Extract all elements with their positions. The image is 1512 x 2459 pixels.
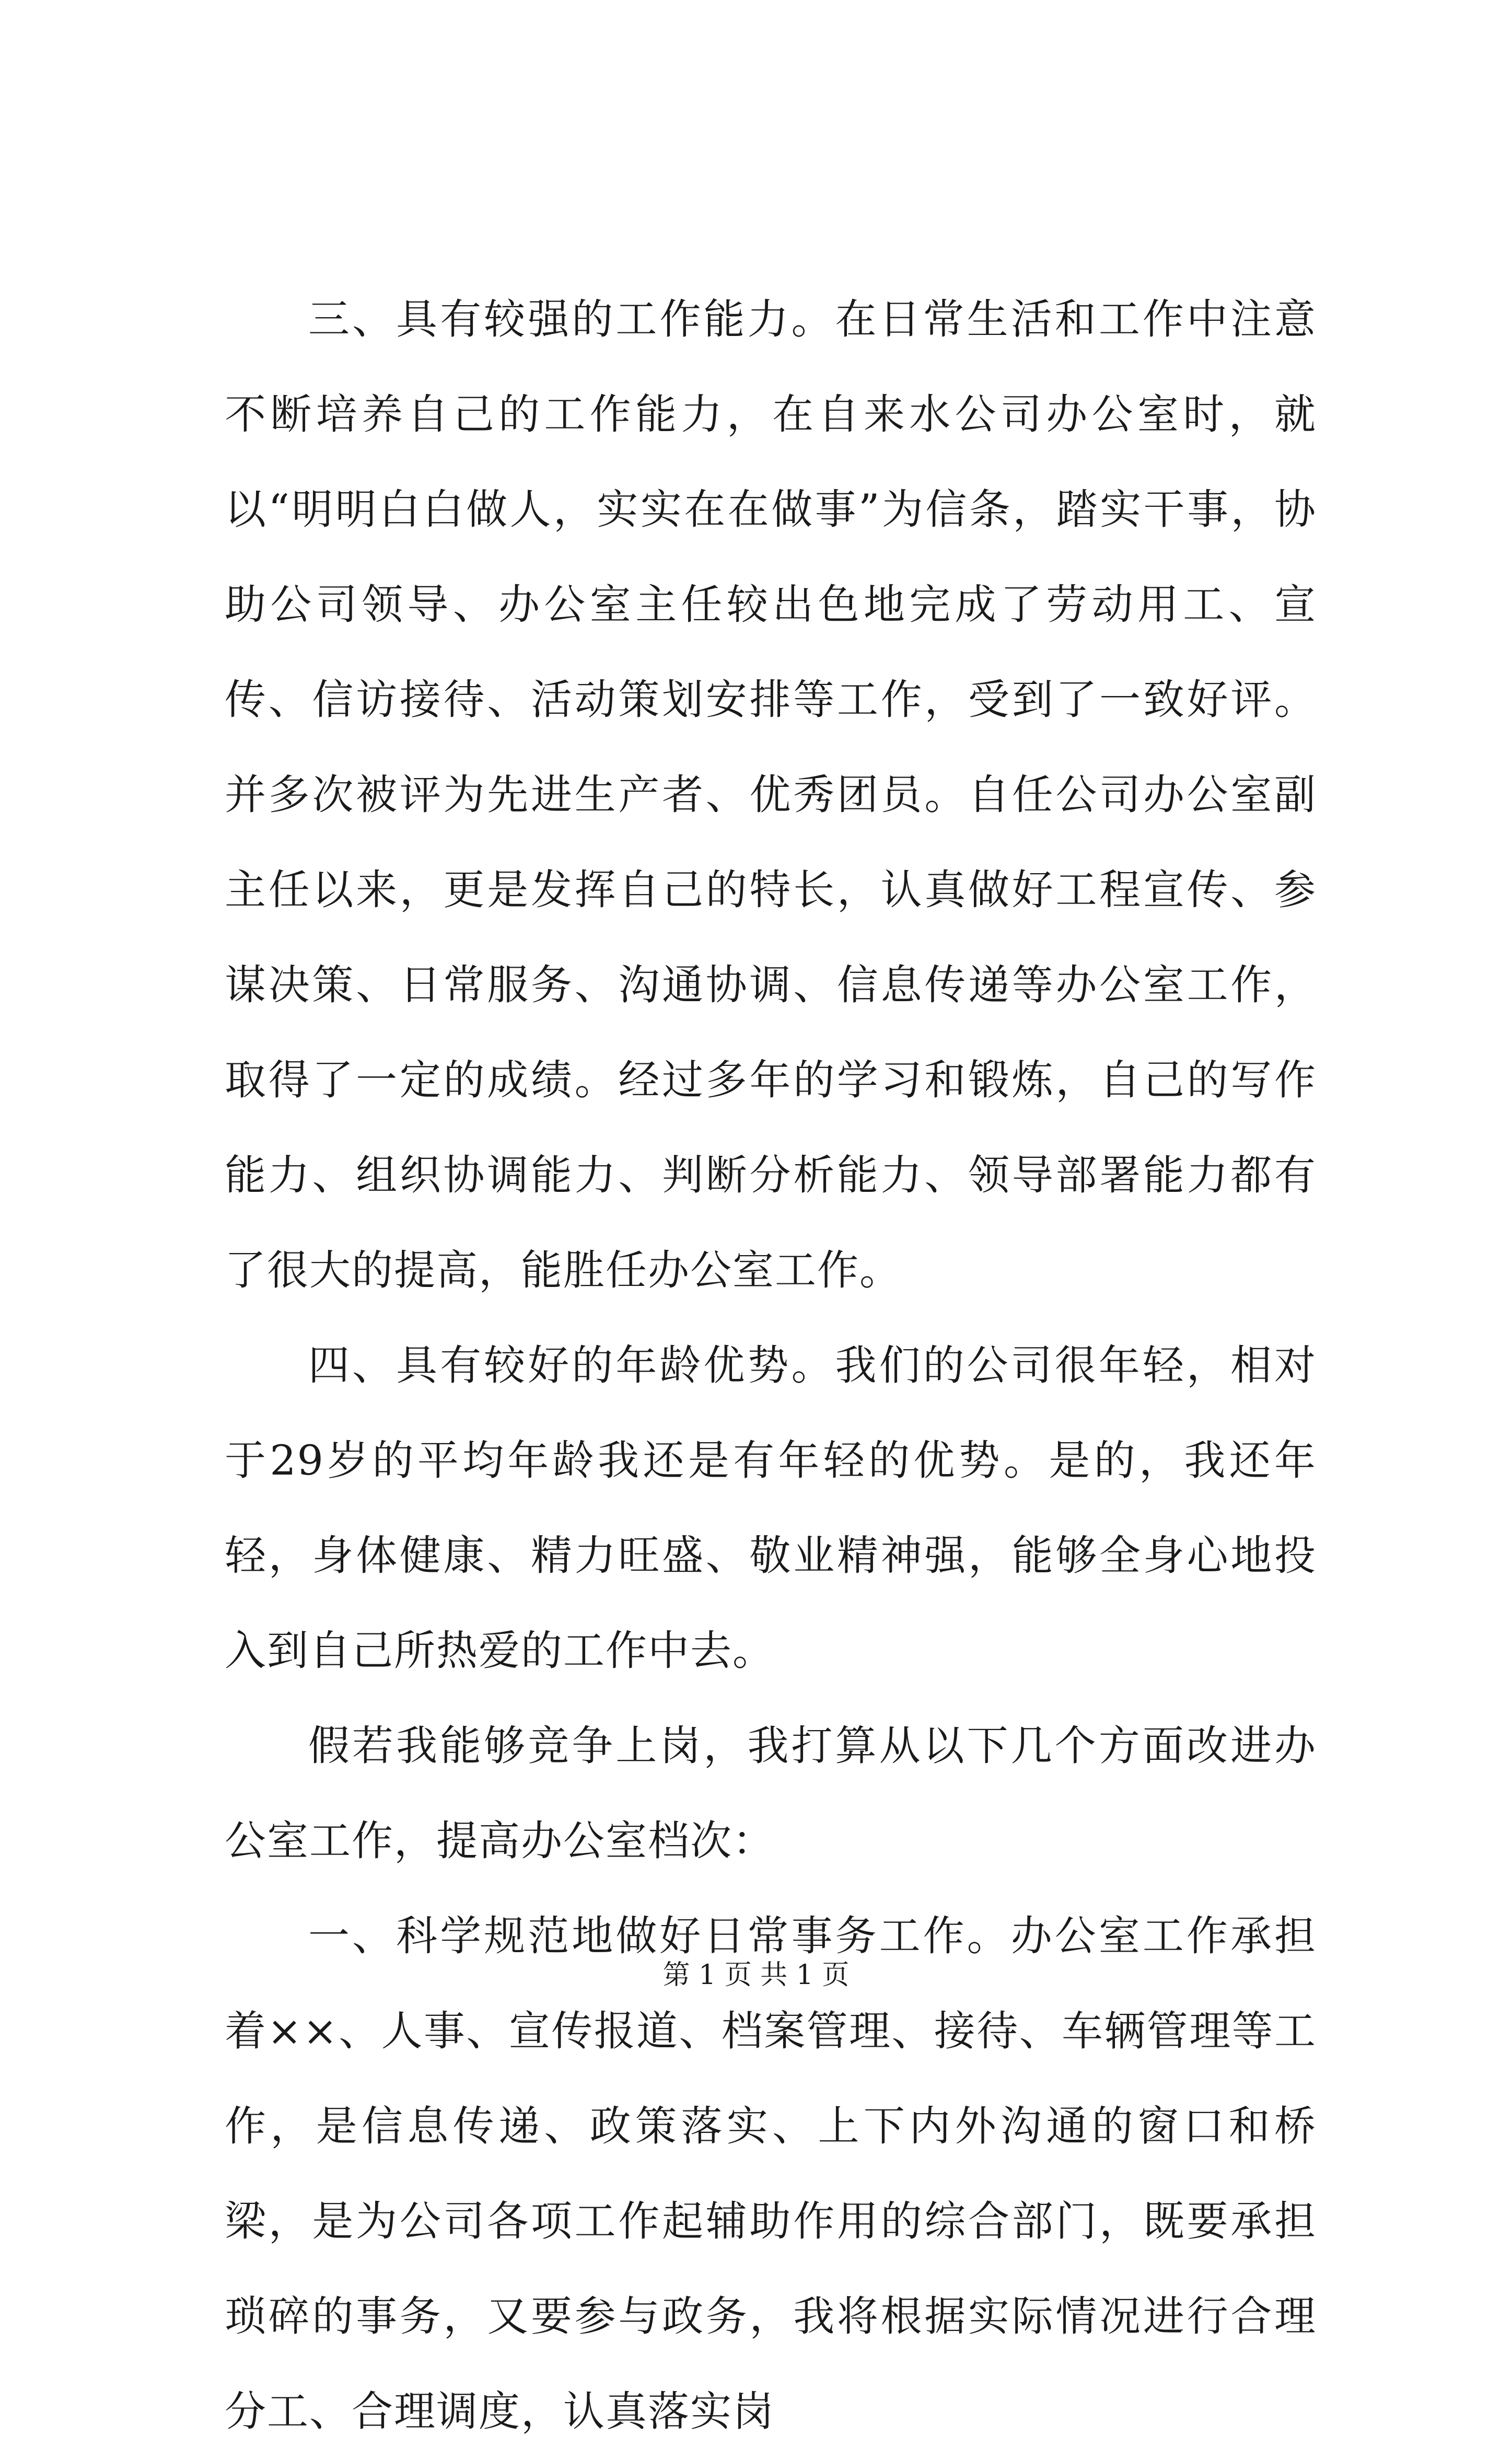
paragraph-improvement-plan: 假若我能够竞争上岗，我打算从以下几个方面改进办公室工作，提高办公室档次：	[225, 1722, 1317, 1865]
document-body	[225, 272, 1317, 2459]
page-footer: 第 1 页 共 1 页	[662, 1959, 850, 1991]
paragraph-daily-affairs: 一、科学规范地做好日常事务工作。办公室工作承担着××、人事、宣传报道、档案管理、接待、车辆管理等工作，是信息传递、政策落实、上下内外沟通的窗口和桥梁，是为公司各项工作起辅助作用的综合部门，既要承担琐碎的事务，又要参与政务，我将根据实际情况进行合理分工、合理调度，认真落实岗	[225, 1912, 1317, 2435]
paragraph-age-advantage: 四、具有较好的年龄优势。我们的公司很年轻，相对于29岁的平均年龄我还是有年轻的优势。是的，我还年轻，身体健康、精力旺盛、敬业精神强，能够全身心地投入到自己所热爱的工作中去。	[225, 1341, 1317, 1675]
paragraph-work-ability: 三、具有较强的工作能力。在日常生活和工作中注意不断培养自己的工作能力，在自来水公司办公室时，就以“明明白白做人，实实在在做事”为信条，踏实干事，协助公司领导、办公室主任较出色地完成了劳动用工、宣传、信访接待、活动策划安排等工作，受到了一致好评。并多次被评为先进生产者、优秀团员。自任公司办公室副主任以来，更是发挥自己的特长，认真做好工程宣传、参谋决策、日常服务、沟通协调、信息传递等办公室工作，取得了一定的成绩。经过多年的学习和锻炼，自己的写作能力、组织协调能力、判断分析能力、领导部署能力都有了很大的提高，能胜任办公室工作。	[225, 295, 1317, 1294]
